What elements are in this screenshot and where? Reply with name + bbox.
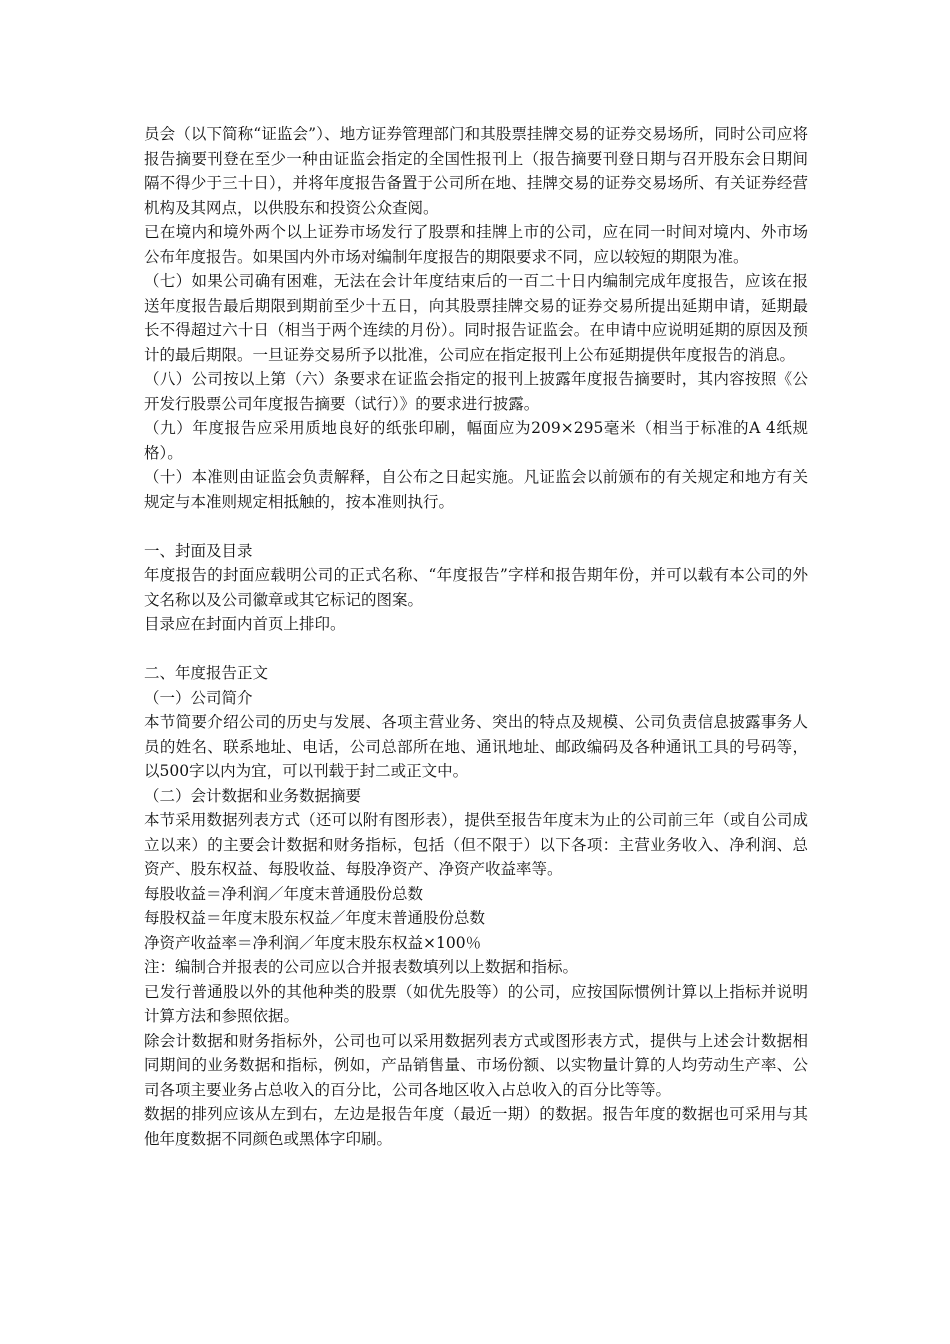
subsection-heading-data-summary: （二）会计数据和业务数据摘要 (144, 786, 362, 805)
paragraph-business-data: 除会计数据和财务指标外，公司也可以采用数据列表方式或图形表方式，提供与上述会计数据相同期间的业务数据和指标，例如，产品销售量、市场份额、以实物量计算的人均劳动生产率、公司各项主要业务占总收入的百分比，公司各地区收入占总收入的百分比等等。 (144, 1031, 808, 1099)
paragraph-company-profile: 本节简要介绍公司的历史与发展、各项主营业务、突出的特点及规模、公司负责信息披露事务人员的姓名、联系地址、电话，公司总部所在地、通讯地址、邮政编码及各种通讯工具的号码等，以500字以内为宜，可以刊载于封二或正文中。 (144, 713, 808, 780)
paragraph-item-7: （七）如果公司确有困难，无法在会计年度结束后的一百二十日内编制完成年度报告，应该在报送年度报告最后期限到期前至少十五日，向其股票挂牌交易的证券交易所提出延期申请，延期最长不得超过六十日（相当于两个连续的月份）。同时报告证监会。在申请中应说明延期的原因及预计的最后期限。一旦证券交易所予以批准，公司应在指定报刊上公布延期提供年度报告的消息。 (144, 272, 808, 364)
paragraph-item-10: （十）本准则由证监会负责解释，自公布之日起实施。凡证监会以前颁布的有关规定和地方有关规定与本准则规定相抵触的，按本准则执行。 (144, 468, 808, 511)
paragraph-data-order: 数据的排列应该从左到右，左边是报告年度（最近一期）的数据。报告年度的数据也可采用与其他年度数据不同颜色或黑体字印刷。 (144, 1105, 808, 1148)
paragraph-csrc-filing: 员会（以下简称“证监会”）、地方证券管理部门和其股票挂牌交易的证券交易场所，同时公司应将报告摘要刊登在至少一种由证监会指定的全国性报刊上（报告摘要刊登日期与召开股东会日期间隔不得少于三十日），并将年度报告备置于公司所在地、挂牌交易的证券交易场所、有关证券经营机构及其网点，以供股东和投资公众查阅。 (144, 125, 808, 217)
paragraph-data-summary: 本节采用数据列表方式（还可以附有图形表），提供至报告年度末为止的公司前三年（或自公司成立以来）的主要会计数据和财务指标，包括（但不限于）以下各项：主营业务收入、净利润、总资产、股东权益、每股收益、每股净资产、净资产收益率等。 (144, 811, 808, 878)
paragraph-dual-listing: 已在境内和境外两个以上证券市场发行了股票和挂牌上市的公司，应在同一时间对境内、外市场公布年度报告。如果国内外市场对编制年度报告的期限要求不同，应以较短的期限为准。 (144, 223, 808, 266)
formula-eps: 每股收益＝净利润／年度末普通股份总数 (144, 884, 424, 903)
blank-line (144, 637, 808, 662)
paragraph-item-9: （九）年度报告应采用质地良好的纸张印刷，幅面应为209×295毫米（相当于标准的A 4纸规格）。 (144, 419, 808, 462)
paragraph-item-8: （八）公司按以上第（六）条要求在证监会指定的报刊上披露年度报告摘要时，其内容按照《公开发行股票公司年度报告摘要（试行）》的要求进行披露。 (144, 370, 808, 413)
document-body (144, 122, 808, 1151)
section-heading-cover: 一、封面及目录 (144, 541, 253, 560)
note-consolidated: 注：编制合并报表的公司应以合并报表数填列以上数据和指标。 (144, 958, 579, 976)
formula-equity-per-share: 每股权益＝年度末股东权益／年度末普通股份总数 (144, 909, 486, 927)
section-heading-main-text: 二、年度报告正文 (144, 664, 269, 682)
paragraph-cover: 年度报告的封面应载明公司的正式名称、“年度报告”字样和报告期年份，并可以载有本公司的外文名称以及公司徽章或其它标记的图案。 (144, 566, 808, 609)
subsection-heading-company-profile: （一）公司简介 (144, 688, 253, 707)
blank-line (144, 514, 808, 539)
formula-roe: 净资产收益率＝净利润／年度末股东权益×100％ (144, 933, 482, 952)
paragraph-other-shares: 已发行普通股以外的其他种类的股票（如优先股等）的公司，应按国际惯例计算以上指标并说明计算方法和参照依据。 (144, 982, 808, 1025)
paragraph-toc: 目录应在封面内首页上排印。 (144, 615, 346, 633)
